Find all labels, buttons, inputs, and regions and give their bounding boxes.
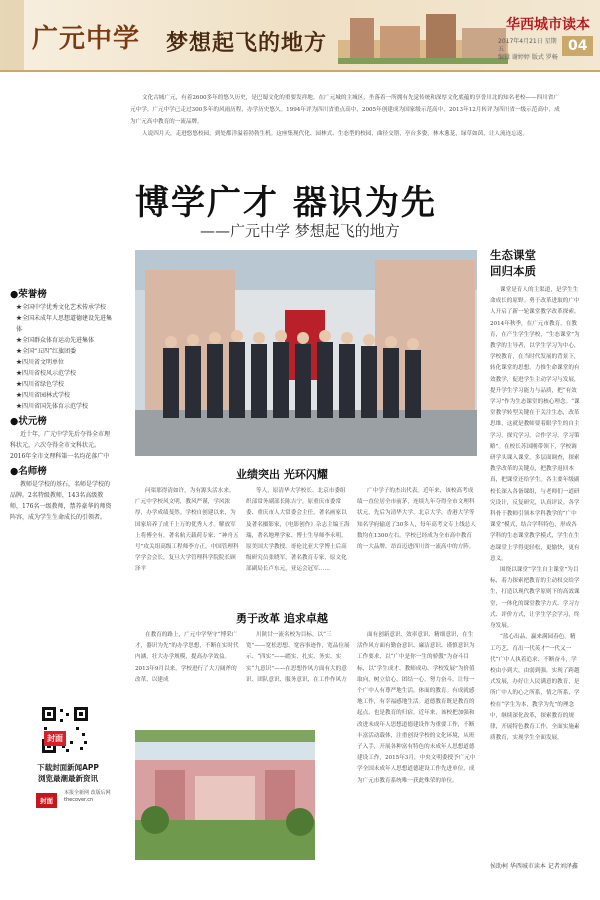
eco-paragraph: 围绕以课堂“学生自主课堂”为目标，着力探索把教育的主动权交给学生，打造以现代教学原则下的高效课堂，一体化的课堂教学方式、学习方式、评价方式，让学生学会学习，终身发展。 [490,567,580,630]
issue-editors: 编辑 谢婷婷 版式 罗畅 [498,54,558,61]
qr-code[interactable] [40,705,90,755]
champion-text: 近十年，广元中学先后夺得全市理科状元，六次夺得全市文科状元。2016年全市文理科第一名均花落广中 [10,431,111,460]
issue-date: 2017年4月21日 星期五 [498,38,557,53]
honor-item: ★四川省园林式学校 [16,392,71,399]
group-photo [135,250,477,456]
section-title-achievements: 业绩突出 光环闪耀 [236,468,328,481]
honor-item: ★四川省国先体育示范学校 [16,403,89,410]
sub-headline: ——广元中学 梦想起飞的地方 [200,222,400,240]
app-promo-line1: 下载封面新闻APP [37,763,99,772]
honor-item: ★四川省校风示范学校 [16,370,77,377]
teachers-title: ●名师榜 [10,466,47,477]
page-banner [0,0,600,72]
section-title-eco-classroom [490,247,536,279]
app-promo [18,762,118,784]
article-column: 等人，原清华大学校长、北京市委组织部常务副部长陈吉宁，原重庆市委常委、重庆市人大常委会主任，著名画家以及著名摄影家，《电影创作》杂志主编王海瑞，著名地理学家、博士生导师李永明，原美国大学教授、哥伦比亚大学博士后高级研究员张晓军，著名教育专家，原文化部副局长卢东元，亚运会冠军…… [246,488,350,573]
intro-text [130,92,560,140]
app-logo: 封面 [44,731,66,746]
honor-item: ★四川省文明单位 [16,359,65,366]
banner-slogan: 梦想起飞的地方 [166,30,328,56]
honor-item: ★全国中学优秀文化艺术传承学校 [16,304,107,311]
section-title-reform: 勇于改革 追求卓越 [236,612,328,625]
champion-title: ●状元榜 [10,416,47,427]
article-column: 广中学子的杰出代表。近年来，该校高考成绩一直位居全市前茅，连续九年夺得全市文理科状元，先后为清华大学、北京大学、香港大学等知名学府输送了30多人，每年高考文专上线总人数均在1300左右。学校已经成为全市高中教育的一大品牌，昂首迈进四川省一流高中的方阵。 [357,488,476,551]
intro-paragraph: 人说四月天，走进悠悠校园，到处都洋溢着勃勃生机。这座集现代化、园林式、生态型的校园，曲径交错，亭台多姿，林木葱茏，绿草如茵，让人流连忘返。 [142,131,528,137]
honor-item: ★全国“五四”红旗团委 [16,348,77,355]
page-number: 04 [562,36,593,56]
left-sidebar [10,285,114,523]
issue-info [498,38,562,62]
app-promo-line2: 浏览最潮最新资讯 [38,774,98,783]
reporter-credit: 侯助柯 华西城市读本 记者刘泽鑫 [490,863,578,870]
eco-paragraph: 课堂是育人的主渠道，是学生生命成长的原野。勇于改革进取的广中人开启了新一轮课堂教学改革探索。2014年秋季，在广元市教育，在教育，在产生学生学校，“生态课堂”为教学的主导者，以学生学习为中心，学校教育，在当时代发展的背景下，转化课堂的思想，力推生命课堂的有效教学，促进学生主动学习与发展，提升学生学习能力与品质，把“有效学习”作为生态课堂的核心理念。“课堂教学转型关键在于关注生态，改革思维，这就是教师要着眼学生的自主学习，探究学习，合作学习，学习策略”。在校长苏国刚带领下，学校调研学头课入课堂，多层面调查，探索教学改革的关键点，把教学返回本真，把课堂还给学生。各主要年级副校长深入各备课组，与老师们一道研究设计，反复研究，认真评议。各学科骨干教师引领本学科教学的“广中课堂”模式，结合学科特色，形成各学科的生态课堂教学模式，学生在生态课堂上学得更轻松，更愉快，更有意义。 [490,287,580,562]
main-headline: 博学广才 器识为先 [135,183,437,223]
honors-title: ●荣誉榜 [10,289,47,300]
campus-photo-image [135,730,315,860]
cover-logo: 封面 [36,793,57,808]
article-column: 面有创新意识、效率意识、精细意识，在生活作风方面有勤奋意识、廉洁意识、谨慎意识为工作要求，以“广中是你一生的骄傲”为奋斗目标，以“学生成才、教师成功、学校发展”为价值取向，树立信心，团结一心，努力奋斗，让每一个广中人有尊严地生活，体面的教育。有成就感地工作，有幸福感地生活。道德教育既是教育的起点，也是教育的归宿。近年来，该校把加强和改进未成年人思想道德建设作为重要工作，不断丰富活动载体，注重创设学校的文化环境，从班子入手，开展各种富有特色的未成年人思想道德建设工作，2015年3月，中央文明委授予广元中学全国未成年人思想道德建设工作先进单位，成为广元市教育系统唯一获此殊荣的单位。 [357,632,476,784]
eco-paragraph: “蓝心出品，赢来满园春色。精工巧艺、育出一代英才”一代又一代“广中人执着追求、不断奋斗，学校由小到大，由弱到强，实现了跨越式发展，办好让人民满意的教育，是所广中人的心之所系，情之所系，学校在“学生为本，教学为先”的理念中，继续深化改革，探索教育的规律，开展特色教育工作，全面实施素质教育，实现学生全面发展。 [490,634,580,742]
teachers-text: 教师是学校的基石，名师是学校的品牌。2名特级教师，143名高级教师，176名一级教师，禁养豪华的师资阵容，成为学生生命成长的引领者。 [10,481,112,521]
honor-item: ★四川省绿色学校 [16,381,65,388]
article-column: 川陕甘一流名校为目标，以“三宽”——宽松思想、宽容事迹作，宽品位展示、“四实”——踏实、扎实、务实、实实“九意识”——在思想作风方面有大的意识、团队意识、服务意识，在工作作风方 [246,632,350,683]
article-column: 在教育的路上，广元中学坚守“博采广才，器识为先”的办学思想，不断在实时代内涵，壮大办学规模，提高办学效益。2013年9月以来，学校进行了大刀阔斧的改革，以建成 [135,632,239,683]
article-column: 问渠那得清如许，为有源头活水来。广元中学校风文明，教风严谨，学风浓厚，办学成绩斐然。学校自创建以来，为国家培养了成千上万的优秀人才。解放军上将傅全有，著名航天载荷专家、“神舟五号”攻关组高级工程师李方正，中国管理科学学会会长，复旦大学管理科学院院长顾泽平 [135,488,239,573]
eco-column [490,285,580,860]
newspaper-brand: 华西城市读本 [506,17,590,33]
group-photo-image [135,250,477,456]
cover-website[interactable]: 本报全新网 改版后网 thecover.cn [64,790,111,803]
intro-paragraph: 文化古城广元，有着2600多年的悠久历史，是巴蜀文化的重要发祥地。在广元城的主城区，坐落着一所拥有先觉传统和深厚文化底蕴的享誉川北的知名老校——四川省广元中学。广元中学已走过300多年的风雨历程，办学历史悠久。1994年评为四川省重点高中，2005年创建成为国家级示范高中，2013年12月转评为四川省一级示范高中，成为广元高中教育的一流品牌。 [130,95,560,125]
eco-title-line2: 回归本质 [490,264,536,278]
banner-school-name: 广元中学 [32,24,141,54]
campus-photo [135,730,315,860]
honor-item: ★全国未成年人思想道德建设先进集体 [16,315,113,333]
eco-title-line1: 生态课堂 [490,248,536,262]
honor-item: ★全国群众体育运动先进集体 [16,337,95,344]
